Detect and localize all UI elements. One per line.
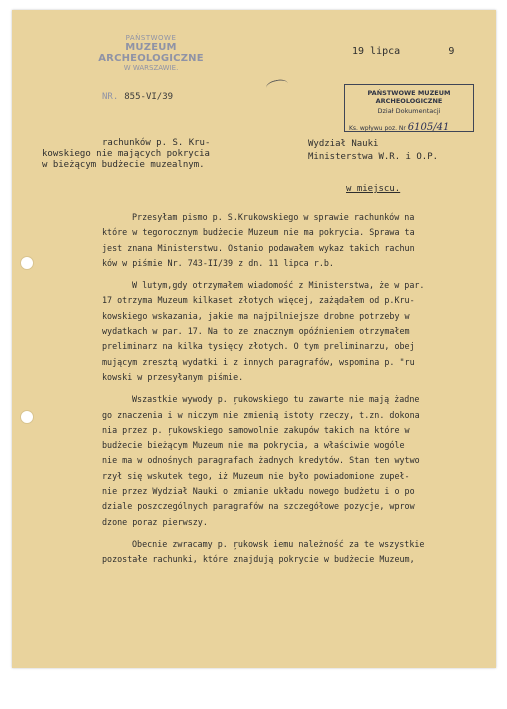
text-line: nie ma w odnośnych paragrafach żadnych kredytów. Stan ten wytwo (102, 455, 420, 466)
paragraph-3 (102, 392, 492, 530)
letter-date: 19 lipca 9 (352, 46, 455, 57)
text-line: Wszastkie wywody p. ̦rukowskiego tu zawarte nie mają żadne (132, 394, 420, 405)
letter-body (102, 210, 492, 575)
subject-line2: kowskiego nie mających pokrycia (42, 149, 210, 159)
museum-stamp-line2: MUZEUM ARCHEOLOGICZNE (98, 42, 204, 64)
text-line: ków w piśmie Nr. 743-II/39 z dn. 11 lipca r.b. (102, 257, 334, 268)
text-line: W lutym,gdy otrzymałem wiadomość z Ministerstwa, że w par. (132, 280, 425, 291)
text-line: budżecie bieżącym Muzeum nie ma pokrycia, a właściwie wogóle (102, 440, 405, 451)
subject-line3: w bieżącym budżecie muzealnym. (42, 160, 205, 170)
paragraph-1 (102, 210, 492, 271)
text-line: preliminarz na kilka tysięcy złotych. O tym preliminarzu, obej (102, 341, 415, 352)
museum-stamp-line3: W WARSZAWIE. (123, 64, 179, 72)
text-line: wydatkach w par. 17. Na to ze znacznym opóźnieniem otrzymałem (102, 326, 410, 337)
text-line: Obecnie zwracamy p. ̦rukowsk iemu należność za te wszystkie (132, 538, 425, 549)
reference-number (102, 92, 173, 102)
museum-stamp-line1: PAŃSTWOWE (125, 34, 177, 42)
addressee (308, 138, 438, 164)
punch-hole-bottom (20, 410, 34, 424)
letter-page (12, 10, 496, 668)
registry-stamp-line2: Dział Dokumentacji (377, 107, 441, 115)
paragraph-4 (102, 537, 492, 568)
text-line: rzył się wskutek tego, iż Muzeum nie było powiadomione zupeł- (102, 470, 410, 481)
registry-stamp (344, 84, 474, 132)
museum-stamp (90, 34, 212, 72)
text-line: kowski w przesyłanym piśmie. (102, 371, 244, 382)
text-line: mującym zresztą wydatki i z innych paragrafów, wspomina p. "ru (102, 356, 415, 367)
addressee-line2: Ministerstwa W.R. i O.P. (308, 152, 439, 162)
text-line: kowskiego wskazania, jakie ma najpilniejsze drobne potrzeby w (102, 310, 410, 321)
text-line: dziale poszczególnych paragrafów na szczegółowe pozycje, wprow (102, 501, 415, 512)
registry-stamp-handwritten-number: 6105/41 (407, 122, 450, 133)
reference-prefix: NR. (102, 92, 119, 102)
addressee-line1: Wydział Nauki (308, 139, 379, 149)
text-line: go znaczenia i w niczym nie zmienią istoty rzeczy, t.zn. dokona (102, 409, 420, 420)
text-line: nie przez Wydział Nauki o zmianie układu nowego budżetu i o po (102, 486, 415, 497)
letter-subject (42, 138, 210, 171)
text-line: nia przez p. ̦rukowskiego samowolnie zakupów takich na które w (102, 424, 410, 435)
paragraph-2 (102, 278, 492, 385)
text-line: które w tegorocznym budżecie Muzeum nie ma pokrycia. Sprawa ta (102, 227, 415, 238)
reference-value: 855-VI/39 (124, 92, 174, 102)
registry-stamp-line1: PAŃSTWOWE MUZEUM ARCHEOLOGICZNE (367, 89, 451, 105)
text-line: pozostałe rachunki, które znajdują pokrycie w budżecie Muzeum, (102, 554, 415, 565)
text-line: 17 otrzyma Muzeum kilkaset złotych więcej, zażądałem od p.Kru- (102, 295, 415, 306)
registry-stamp-line3 (349, 122, 473, 133)
text-line: jest znana Ministerstwu. Ostanio podawałem wykaz takich rachun (102, 242, 415, 253)
pencil-mark (265, 78, 289, 93)
place-line: w miejscu. (346, 184, 401, 194)
registry-stamp-label: Ks. wpływu poz. Nr (349, 125, 406, 132)
text-line: dzone poraz pierwszy. (102, 516, 208, 527)
punch-hole-top (20, 256, 34, 270)
subject-line1: rachunków p. S. Kru- (102, 138, 211, 148)
text-line: Przesyłam pismo p. S.Krukowskiego w sprawie rachunków na (132, 212, 415, 222)
